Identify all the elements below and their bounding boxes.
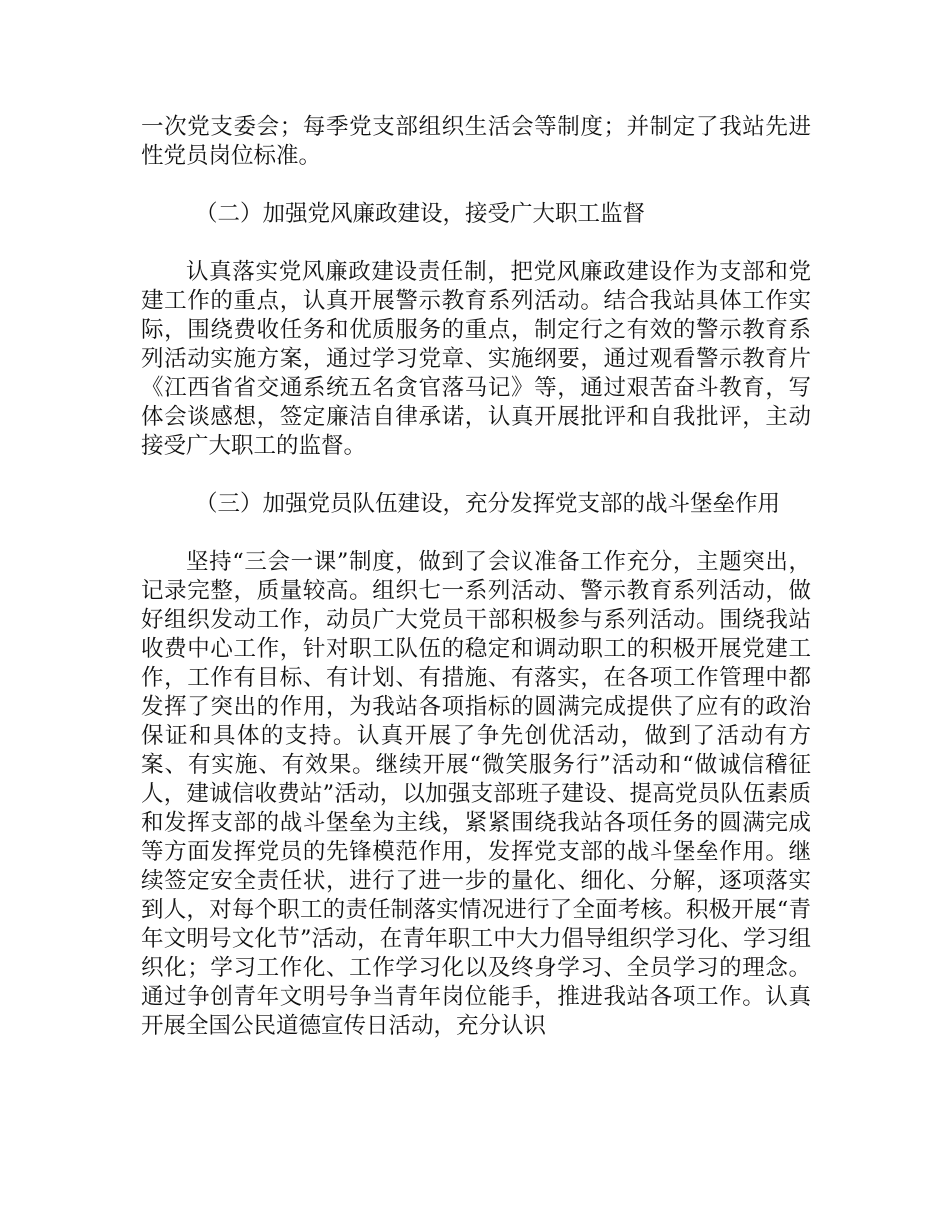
section-heading-2: （二）加强党风廉政建设，接受广大职工监督 xyxy=(195,201,646,227)
paragraph-team-building: 坚持“三会一课”制度，做到了会议准备工作充分，主题突出，记录完整，质量较高。组织七一系列活动、警示教育系列活动，做好组织发动工作，动员广大党员干部积极参与系列活动。围绕我站收费中心工作，针对职工队伍的稳定和调动职工的积极开展党建工作，工作有目标、有计划、有措施、有落实，在各项工作管理中都发挥了突出的作用，为我站各项指标的圆满完成提供了应有的政治保证和具体的支持。认真开展了争先创优活动，做到了活动有方案、有实施、有效果。继续开展“微笑服务行”活动和“做诚信稽征人，建诚信收费站”活动，以加强支部班子建设、提高党员队伍素质和发挥支部的战斗堡垒为主线，紧紧围绕我站各项任务的圆满完成等方面发挥党员的先锋模范作用，发挥党支部的战斗堡垒作用。继续签定安全责任状，进行了进一步的量化、细化、分解，逐项落实到人，对每个职工的责任制落实情况进行了全面考核。积极开展“青年文明号文化节”活动，在青年职工中大力倡导组织学习化、学习组织化；学习工作化、工作学习化以及终身学习、全员学习的理念。通过争创青年文明号争当青年岗位能手，推进我站各项工作。认真开展全国公民道德宣传日活动，充分认识 xyxy=(141,549,811,1039)
document-body xyxy=(141,113,811,1041)
paragraph-party-conduct: 认真落实党风廉政建设责任制，把党风廉政建设作为支部和党建工作的重点，认真开展警示教育系列活动。结合我站具体工作实际，围绕费收任务和优质服务的重点，制定行之有效的警示教育系列活动实施方案，通过学习党章、实施纲要，通过观看警示教育片《江西省省交通系统五名贪官落马记》等，通过艰苦奋斗教育，写体会谈感想，签定廉洁自律承诺，认真开展批评和自我批评，主动接受广大职工的监督。 xyxy=(141,259,811,459)
paragraph-continuation: 一次党支委会；每季党支部组织生活会等制度；并制定了我站先进性党员岗位标准。 xyxy=(141,114,811,169)
section-heading-3: （三）加强党员队伍建设，充分发挥党支部的战斗堡垒作用 xyxy=(195,491,781,517)
